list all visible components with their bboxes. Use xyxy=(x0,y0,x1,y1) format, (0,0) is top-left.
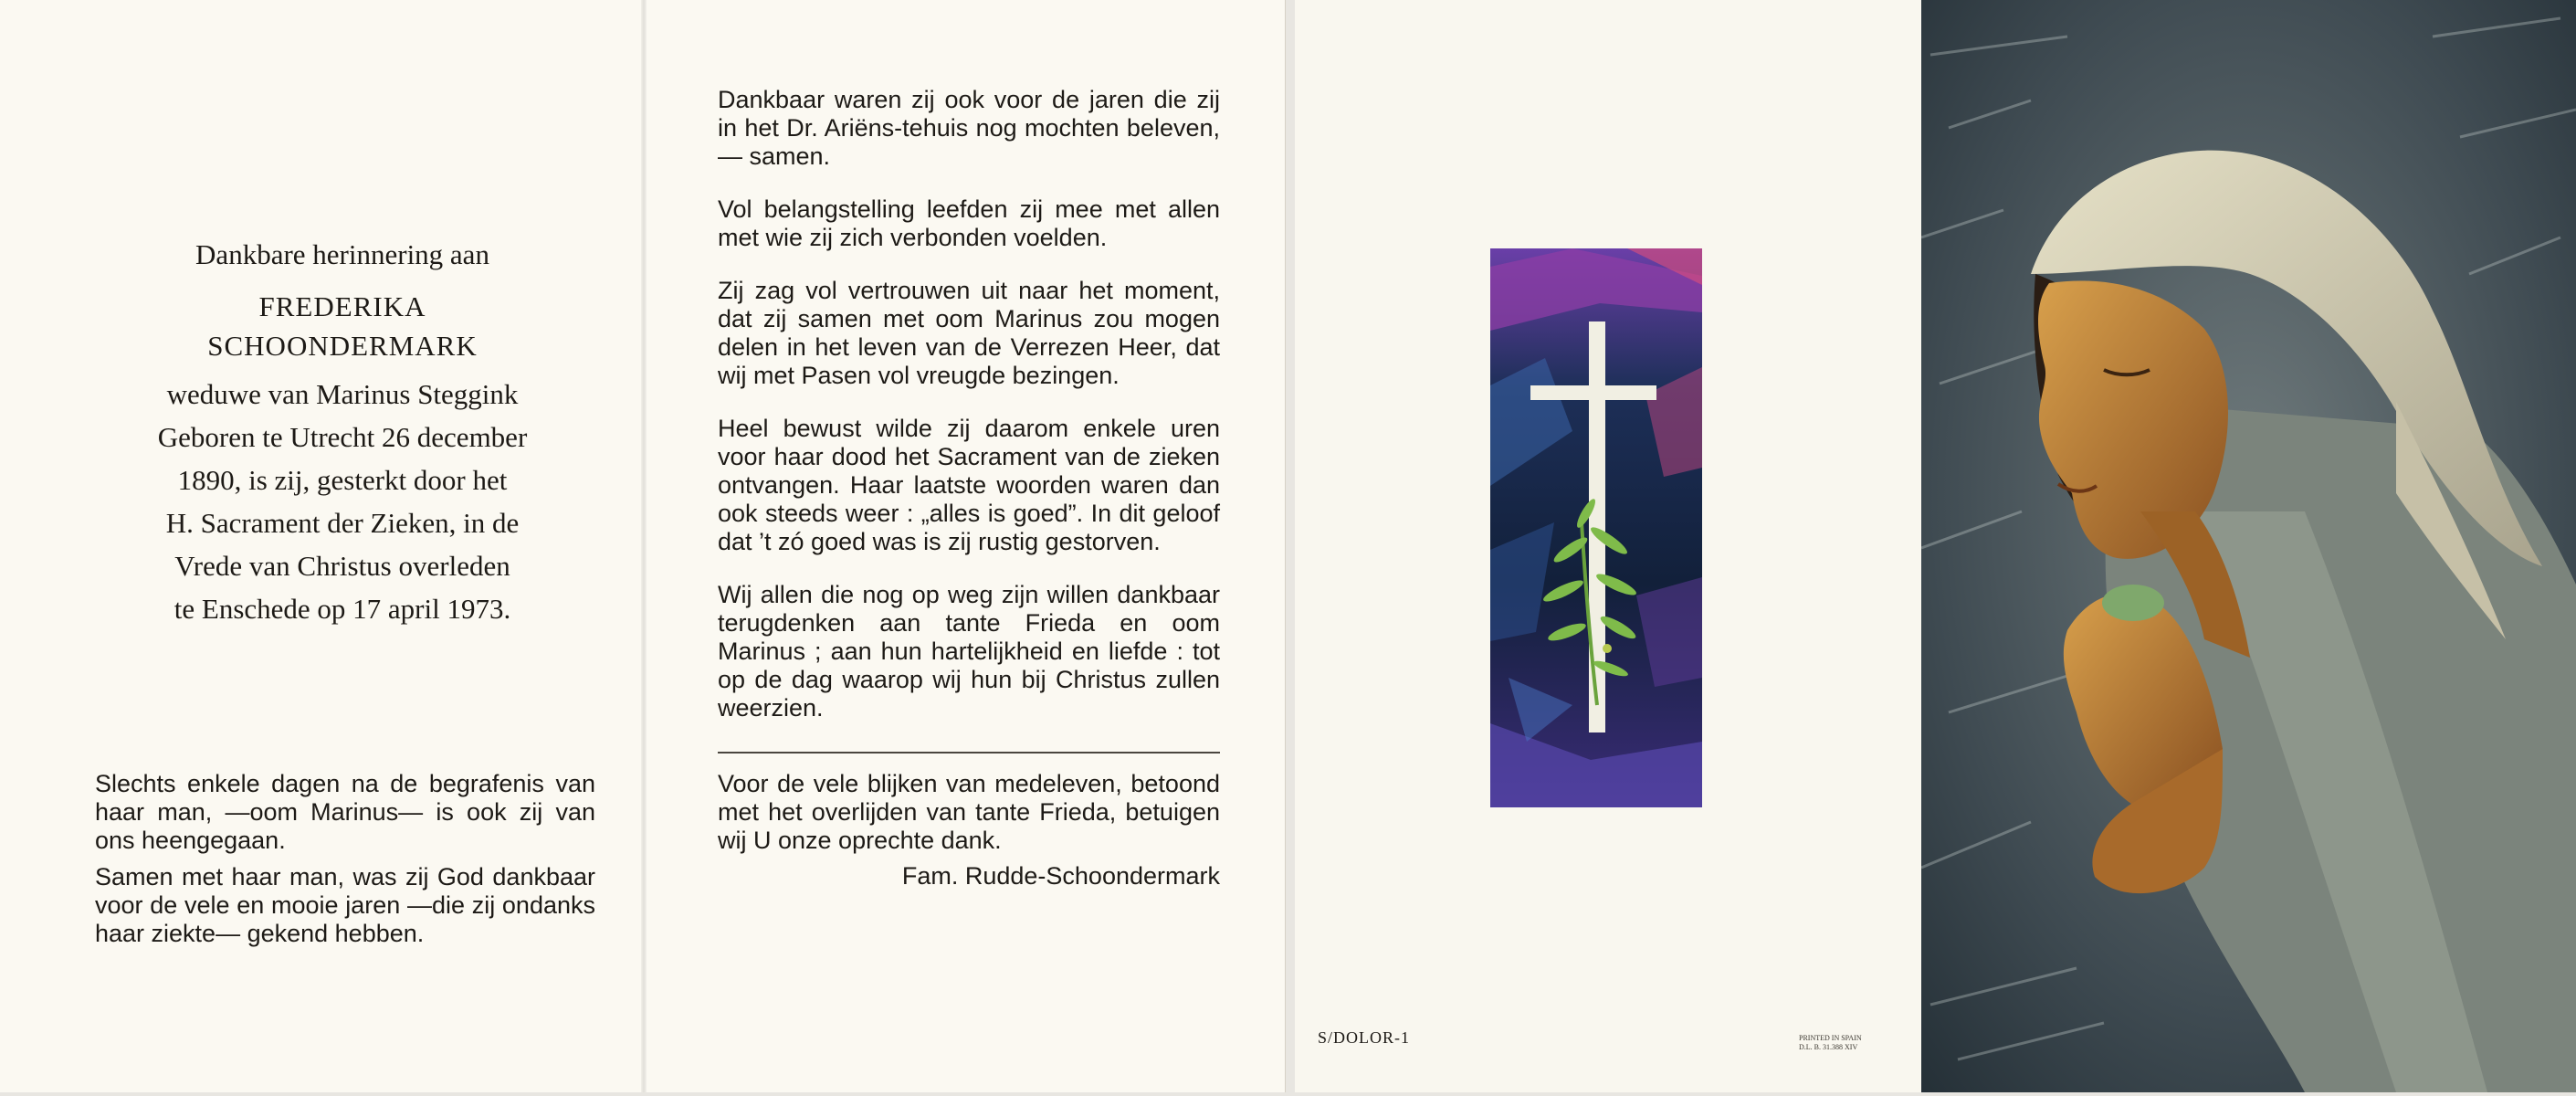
paragraph-interest: Vol belangstelling leefden zij mee met allen met wie zij zich verbonden voelden. xyxy=(718,195,1220,251)
legal-deposit-line: D.L. B. 31.388 XIV xyxy=(1799,1043,1858,1051)
memorial-body-line: H. Sacrament der Zieken, in de xyxy=(165,507,520,539)
memorial-block xyxy=(55,233,630,630)
memorial-body-line: 1890, is zij, gesterkt door het xyxy=(177,464,508,496)
family-signature: Fam. Rudde-Schoondermark xyxy=(901,862,1220,890)
memorial-card-outer xyxy=(1295,0,2576,1092)
memorial-card-inner xyxy=(0,0,1286,1092)
paragraph-grateful: Samen met haar man, was zij God dankbaar voor de vele en mooie jaren —die zij ondanks haar ziekte— gekend hebben. xyxy=(95,863,595,947)
printed-line: PRINTED IN SPAIN xyxy=(1799,1034,1862,1042)
card-fold xyxy=(641,0,647,1092)
memorial-body-line: te Enschede op 17 april 1973. xyxy=(173,593,511,625)
deceased-name-line1: FREDERIKA xyxy=(258,290,426,322)
printed-in-spain-note xyxy=(1799,1034,1862,1052)
product-code: S/DOLOR-1 xyxy=(1318,1028,1411,1047)
paragraph-funeral: Slechts enkele dagen na de begrafenis van haar man, —oom Marinus— is ook zij van ons heengegaan. xyxy=(95,770,595,854)
deceased-name-line2: SCHOONDERMARK xyxy=(207,330,478,362)
praying-madonna-painting xyxy=(1921,0,2576,1092)
thanks-paragraph: Voor de vele blijken van medeleven, betoond met het overlijden van tante Frieda, betuigen wij U onze oprechte dank. xyxy=(718,770,1220,854)
paragraph-sacrament: Heel bewust wilde zij daarom enkele uren voor haar dood het Sacrament van de zieken ontvangen. Haar laatste woorden waren dan ook steeds weer : „alles is goed”. In dit geloof dat ’t zó goed was is zij rustig gestorven. xyxy=(718,415,1220,555)
divider xyxy=(718,752,1220,754)
middle-text-column xyxy=(718,86,1220,890)
paragraph-remember: Wij allen die nog op weg zijn willen dankbaar terugdenken aan tante Frieda en oom Marinus ; aan hun hartelijkheid en liefde : tot op de dag waarop wij hun bij Christus zullen weerzien. xyxy=(718,581,1220,722)
memorial-body-line: Geboren te Utrecht 26 december xyxy=(157,421,528,453)
memorial-intro: Dankbare herinnering aan xyxy=(195,238,489,270)
back-panel xyxy=(1295,0,1921,1092)
widow-of-line: weduwe van Marinus Steggink xyxy=(166,378,519,410)
memorial-body-line: Vrede van Christus overleden xyxy=(174,550,510,582)
paragraph-trust: Zij zag vol vertrouwen uit naar het moment, dat zij samen met oom Marinus zou mogen delen in het leven van de Verrezen Heer, dat wij met Pasen vol vreugde bezingen. xyxy=(718,277,1220,389)
cross-with-olive-branch-icon xyxy=(1490,248,1702,807)
paragraph-aliens-home: Dankbaar waren zij ook voor de jaren die zij in het Dr. Ariëns-tehuis nog mochten beleven, — samen. xyxy=(718,86,1220,170)
